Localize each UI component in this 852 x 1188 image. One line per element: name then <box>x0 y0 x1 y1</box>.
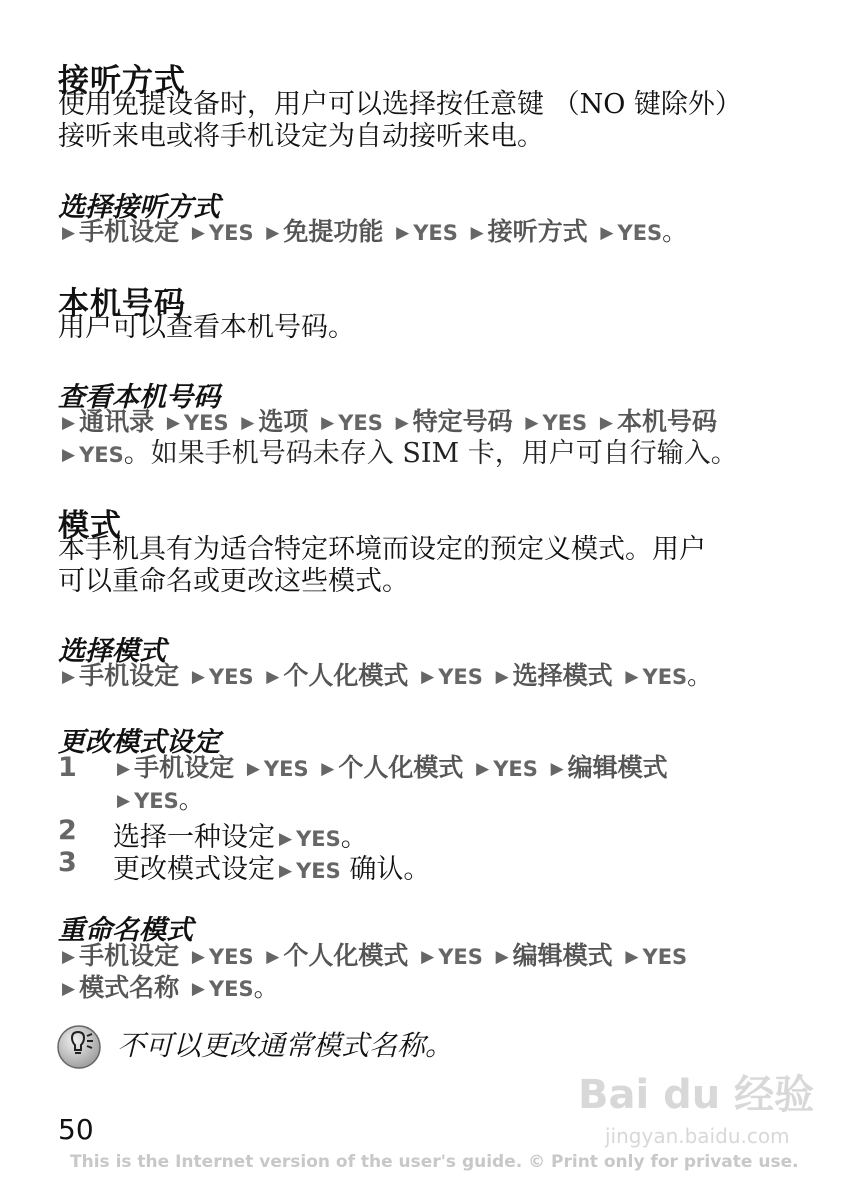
subheading-view-my-number: 查看本机号码 <box>58 382 220 413</box>
arrow-icon: ▶ <box>476 759 490 779</box>
arrow-icon: ▶ <box>421 947 435 967</box>
arrow-icon: ▶ <box>625 947 639 967</box>
arrow-icon: ▶ <box>395 413 409 433</box>
arrow-icon: ▶ <box>62 223 76 243</box>
baidu-watermark-url: jingyan.baidu.com <box>605 1124 790 1148</box>
profiles-desc-line2: 可以重命名或更改这些模式。 <box>58 566 409 597</box>
menu-path-answer-mode: ▶ 手机设定 ▶ YES ▶ 免提功能 ▶ YES ▶ 接听方式 ▶ YES。 <box>58 216 687 251</box>
arrow-icon: ▶ <box>550 759 564 779</box>
subheading-select-answer-mode: 选择接听方式 <box>58 192 220 223</box>
arrow-icon: ▶ <box>321 759 335 779</box>
section-heading-profiles: 模式 <box>58 508 122 544</box>
arrow-icon: ▶ <box>62 413 76 433</box>
step-3-line: 更改模式设定 ▶ YES 确认。 <box>113 854 431 885</box>
arrow-icon: ▶ <box>470 223 484 243</box>
arrow-icon: ▶ <box>495 667 509 687</box>
step-1-menu-path: ▶ 手机设定 ▶ YES ▶ 个人化模式 ▶ YES ▶ 编辑模式 <box>113 752 668 787</box>
step-number: 2 <box>58 815 77 846</box>
arrow-icon: ▶ <box>241 413 255 433</box>
menu-path-rename-profile-line2: ▶ 模式名称 ▶ YES。 <box>58 972 279 1007</box>
arrow-icon: ▶ <box>191 979 205 999</box>
arrow-icon: ▶ <box>191 667 205 687</box>
arrow-icon: ▶ <box>117 791 131 811</box>
arrow-icon: ▶ <box>321 413 335 433</box>
arrow-icon: ▶ <box>62 979 76 999</box>
profiles-desc-line1: 本手机具有为适合特定环境而设定的预定义模式。用户 <box>58 534 706 565</box>
arrow-icon: ▶ <box>266 947 280 967</box>
arrow-icon: ▶ <box>117 759 131 779</box>
arrow-icon: ▶ <box>191 947 205 967</box>
arrow-icon: ▶ <box>62 947 76 967</box>
step-number: 1 <box>58 752 77 783</box>
arrow-icon: ▶ <box>599 413 613 433</box>
arrow-icon: ▶ <box>525 413 539 433</box>
subheading-rename-profile: 重命名模式 <box>58 915 193 946</box>
arrow-icon: ▶ <box>266 223 280 243</box>
section-heading-my-number: 本机号码 <box>58 286 186 322</box>
subheading-select-profile: 选择模式 <box>58 636 166 667</box>
footer-disclaimer: This is the Internet version of the user's guide. © Print only for private use. <box>70 1152 799 1172</box>
step-number: 3 <box>58 847 77 878</box>
baidu-watermark-logo: Bai du 经验 <box>578 1072 815 1118</box>
menu-path-my-number-line2: ▶ YES。如果手机号码未存入 SIM 卡，用户可自行输入。 <box>58 438 738 473</box>
arrow-icon: ▶ <box>421 667 435 687</box>
arrow-icon: ▶ <box>191 223 205 243</box>
section-heading-answer-mode: 接听方式 <box>58 63 186 99</box>
arrow-icon: ▶ <box>246 759 260 779</box>
page-number: 50 <box>58 1113 94 1146</box>
subheading-change-profile-settings: 更改模式设定 <box>58 727 220 758</box>
arrow-icon: ▶ <box>600 223 614 243</box>
arrow-icon: ▶ <box>62 445 76 465</box>
arrow-icon: ▶ <box>625 667 639 687</box>
arrow-icon: ▶ <box>279 829 293 849</box>
menu-path-select-profile: ▶ 手机设定 ▶ YES ▶ 个人化模式 ▶ YES ▶ 选择模式 ▶ YES。 <box>58 660 712 695</box>
tip-text: 不可以更改通常模式名称。 <box>117 1029 454 1062</box>
arrow-icon: ▶ <box>396 223 410 243</box>
menu-path-my-number: ▶ 通讯录 ▶ YES ▶ 选项 ▶ YES ▶ 特定号码 ▶ YES ▶ 本机号码 <box>58 406 717 441</box>
tip-bulb-icon <box>56 1024 102 1070</box>
my-number-desc: 用户可以查看本机号码。 <box>58 312 355 343</box>
answer-mode-desc-line2: 接听来电或将手机设定为自动接听来电。 <box>58 121 544 152</box>
answer-mode-desc-line1: 使用免提设备时，用户可以选择按任意键 （NO 键除外） <box>58 89 742 120</box>
step-1-menu-path-line2: ▶ YES。 <box>113 784 204 819</box>
menu-path-rename-profile: ▶ 手机设定 ▶ YES ▶ 个人化模式 ▶ YES ▶ 编辑模式 ▶ YES <box>58 940 687 975</box>
arrow-icon: ▶ <box>279 861 293 881</box>
arrow-icon: ▶ <box>166 413 180 433</box>
arrow-icon: ▶ <box>495 947 509 967</box>
arrow-icon: ▶ <box>266 667 280 687</box>
arrow-icon: ▶ <box>62 667 76 687</box>
step-2-line: 选择一种设定 ▶ YES。 <box>113 822 368 853</box>
